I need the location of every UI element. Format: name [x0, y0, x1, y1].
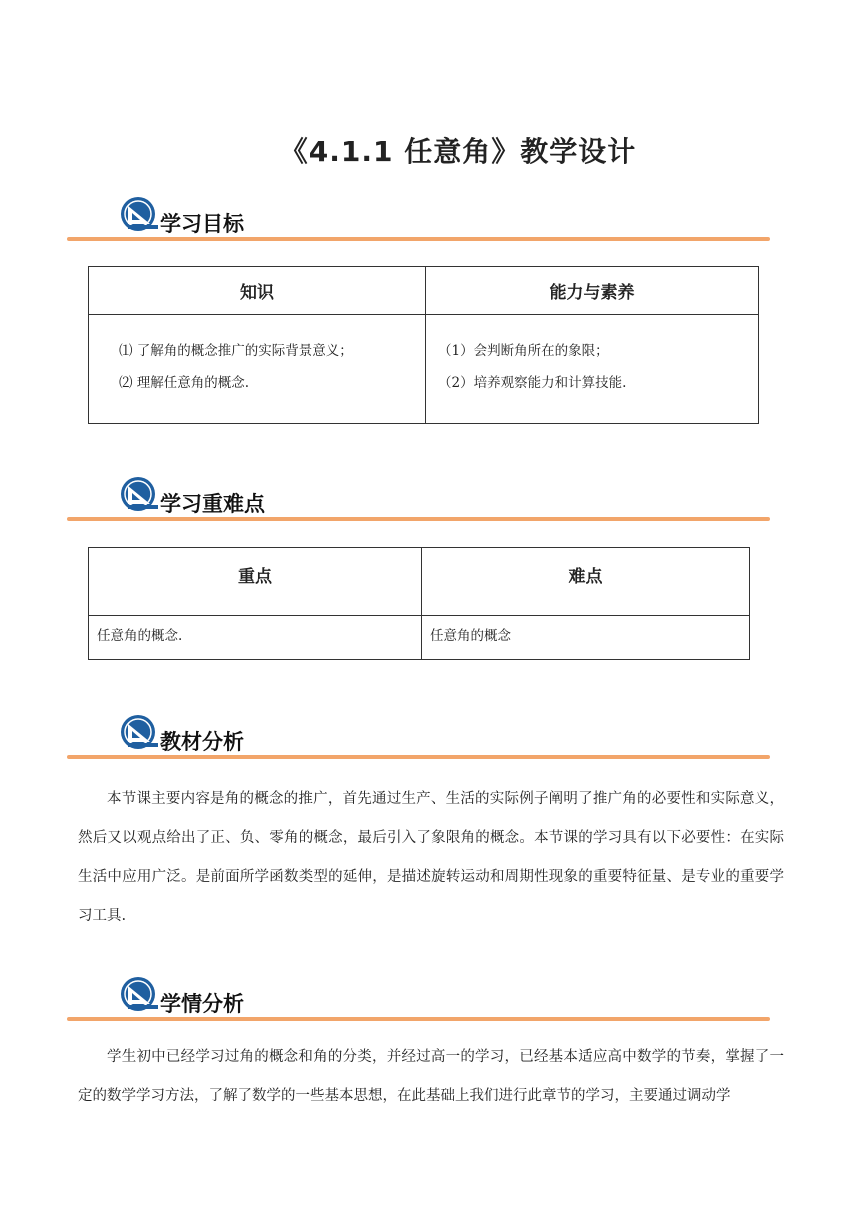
goals-cell-knowledge — [89, 315, 426, 424]
list-item: （1）会判断角所在的象限； — [438, 343, 609, 359]
section-divider — [67, 755, 770, 759]
section-material — [0, 714, 860, 758]
keypoints-cell-key: 任意角的概念. — [89, 616, 422, 660]
list-item: ⑵ 理解任意角的概念. — [119, 375, 250, 391]
keypoints-header-difficult: 难点 — [422, 548, 750, 616]
section-badge-icon — [120, 714, 160, 754]
section-students — [0, 976, 860, 1020]
section-badge-icon — [120, 196, 160, 236]
section-header — [0, 976, 860, 1020]
list-item: （2）培养观察能力和计算技能. — [438, 375, 627, 391]
section-divider — [67, 1017, 770, 1021]
keypoints-table — [88, 547, 750, 660]
section-heading: 学习重难点 — [160, 492, 265, 516]
section-heading: 学习目标 — [160, 212, 244, 236]
section-badge-icon — [120, 976, 160, 1016]
goals-header-knowledge: 知识 — [89, 267, 426, 315]
goals-header-ability: 能力与素养 — [426, 267, 759, 315]
goals-cell-ability — [426, 315, 759, 424]
section-header — [0, 714, 860, 758]
keypoints-header-key: 重点 — [89, 548, 422, 616]
section-keypoints — [0, 476, 860, 520]
material-paragraph: 本节课主要内容是角的概念的推广，首先通过生产、生活的实际例子阐明了推广角的必要性和实际意义，然后又以观点给出了正、负、零角的概念，最后引入了象限角的概念。本节课的学习具有以下必要性：在实际生活中应用广泛。是前面所学函数类型的延伸，是描述旋转运动和周期性现象的重要特征量、是专业的重要学习工具. — [78, 791, 784, 924]
section-header — [0, 196, 860, 240]
section-divider — [67, 517, 770, 521]
section-header — [0, 476, 860, 520]
list-item: ⑴ 了解角的概念推广的实际背景意义； — [119, 343, 353, 359]
section-heading: 教材分析 — [160, 730, 244, 754]
section-heading: 学情分析 — [160, 992, 244, 1016]
section-badge-icon — [120, 476, 160, 516]
section-goals — [0, 196, 860, 240]
keypoints-cell-difficult: 任意角的概念 — [422, 616, 750, 660]
students-paragraph: 学生初中已经学习过角的概念和角的分类，并经过高一的学习，已经基本适应高中数学的节奏，掌握了一定的数学学习方法，了解了数学的一些基本思想，在此基础上我们进行此章节的学习，主要通过调动学 — [78, 1049, 784, 1104]
section-divider — [67, 237, 770, 241]
page-title: 《4.1.1 任意角》教学设计 — [279, 135, 637, 168]
goals-table — [88, 266, 759, 424]
